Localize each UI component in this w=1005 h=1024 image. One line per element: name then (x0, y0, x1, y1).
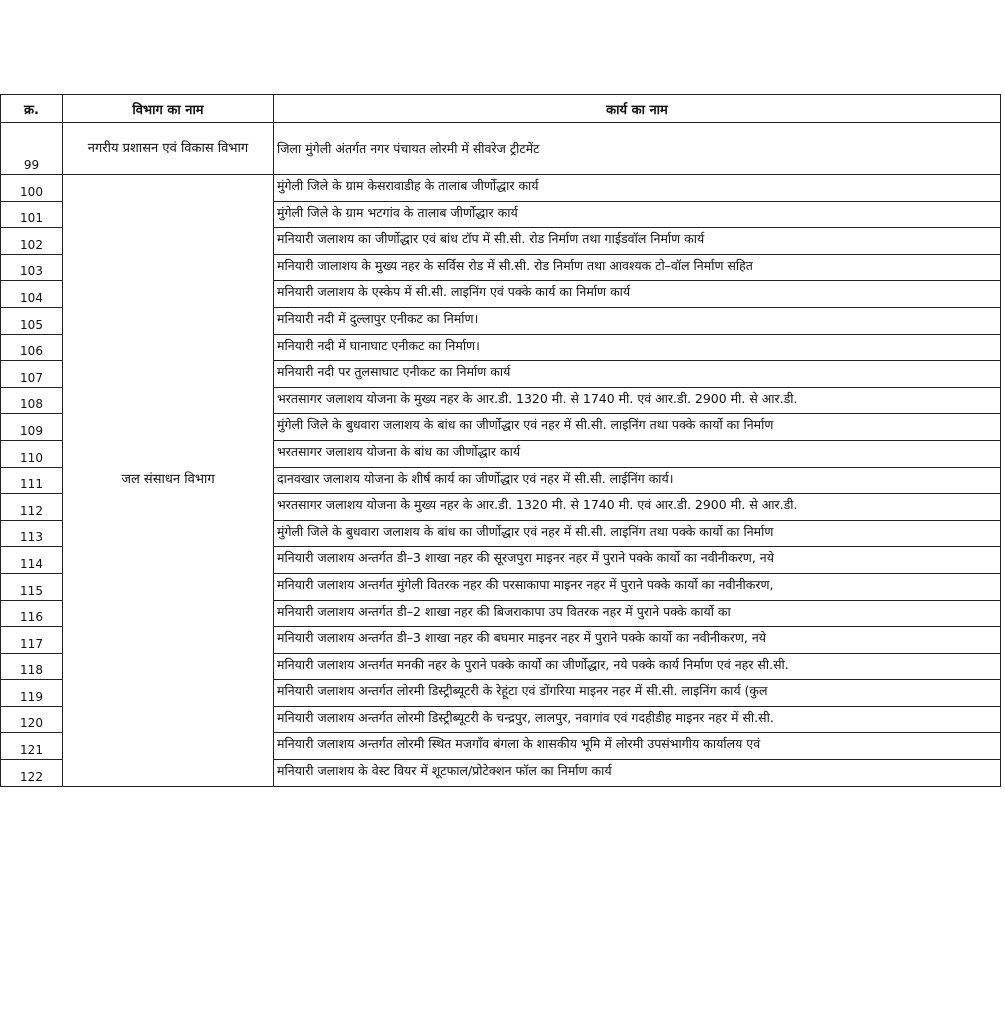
serial-cell: 114 (1, 547, 63, 574)
work-cell: मनियारी जलाशय अन्तर्गत मुंगेली वितरक नहर की परसाकापा माइनर नहर में पुराने पक्के कार्यो का नवीनीकरण, (274, 573, 1001, 600)
work-cell: मनियारी जलाशय का जीर्णोद्धार एवं बांध टॉप में सी.सी. रोड निर्माण तथा गाईडवॉल निर्माण कार्य (274, 228, 1001, 255)
serial-cell: 115 (1, 573, 63, 600)
work-cell: भरतसागर जलाशय योजना के बांध का जीर्णोद्धार कार्य (274, 440, 1001, 467)
works-table (0, 94, 1001, 787)
work-cell: मुंगेली जिले के बुधवारा जलाशय के बांध का जीर्णोद्धार एवं नहर में सी.सी. लाइनिंग तथा पक्के कार्यो का निर्माण (274, 414, 1001, 441)
serial-cell: 109 (1, 414, 63, 441)
table-row (1, 123, 1001, 175)
table-row (1, 175, 1001, 202)
work-cell: जिला मुंगेली अंतर्गत नगर पंचायत लोरमी में सीवरेज ट्रीटमेंट (274, 123, 1001, 175)
serial-cell: 104 (1, 281, 63, 308)
serial-cell: 112 (1, 494, 63, 521)
serial-cell: 99 (1, 123, 63, 175)
work-cell: मनियारी जलाशय अन्तर्गत लोरमी डिस्ट्रीब्यूटरी के रेहूंटा एवं डोंगरिया माइनर नहर में सी.सी. लाइनिंग कार्य (कुल (274, 680, 1001, 707)
serial-cell: 116 (1, 600, 63, 627)
serial-cell: 117 (1, 627, 63, 654)
serial-cell: 103 (1, 254, 63, 281)
serial-cell: 119 (1, 680, 63, 707)
work-cell: मुंगेली जिले के बुधवारा जलाशय के बांध का जीर्णोद्धार एवं नहर में सी.सी. लाइनिंग तथा पक्के कार्यो का निर्माण (274, 520, 1001, 547)
serial-cell: 113 (1, 520, 63, 547)
serial-cell: 121 (1, 733, 63, 760)
work-cell: मनियारी जलाशय अन्तर्गत डी–2 शाखा नहर की बिजराकापा उप वितरक नहर में पुराने पक्के कार्यो का (274, 600, 1001, 627)
serial-cell: 110 (1, 440, 63, 467)
work-cell: मनियारी जलाशय अन्तर्गत लोरमी डिस्ट्रीब्यूटरी के चन्द्रपुर, लालपुर, नवागांव एवं गदहीडीह माइनर नहर में सी.सी. (274, 706, 1001, 733)
serial-cell: 105 (1, 307, 63, 334)
work-cell: मनियारी नदी में घानाघाट एनीकट का निर्माण। (274, 334, 1001, 361)
serial-cell: 102 (1, 228, 63, 255)
department-cell-water: जल संसाधन विभाग (63, 175, 274, 787)
work-cell: मनियारी नदी पर तुलसाघाट एनीकट का निर्माण कार्य (274, 361, 1001, 388)
work-cell: मनियारी जलाशय अन्तर्गत मनकी नहर के पुराने पक्के कार्यो का जीर्णोद्धार, नये पक्के कार्य निर्माण एवं नहर सी.सी. (274, 653, 1001, 680)
serial-cell: 111 (1, 467, 63, 494)
serial-cell: 100 (1, 175, 63, 202)
work-cell: मुंगेली जिले के ग्राम भटगांव के तालाब जीर्णोद्धार कार्य (274, 201, 1001, 228)
work-cell: भरतसागर जलाशय योजना के मुख्य नहर के आर.डी. 1320 मी. से 1740 मी. एवं आर.डी. 2900 मी. से आर.डी. (274, 494, 1001, 521)
serial-cell: 106 (1, 334, 63, 361)
work-cell: मनियारी जलाशय के एस्केप में सी.सी. लाइनिंग एवं पक्के कार्य का निर्माण कार्य (274, 281, 1001, 308)
department-header: विभाग का नाम (63, 95, 274, 123)
work-cell: भरतसागर जलाशय योजना के मुख्य नहर के आर.डी. 1320 मी. से 1740 मी. एवं आर.डी. 2900 मी. से आर.डी. (274, 387, 1001, 414)
serial-header: क्र. (1, 95, 63, 123)
serial-cell: 101 (1, 201, 63, 228)
work-cell: मनियारी जलाशय अन्तर्गत डी–3 शाखा नहर की बघमार माइनर नहर में पुराने पक्के कार्यो का नवीनीकरण, नये (274, 627, 1001, 654)
work-cell: मनियारी जलाशय अन्तर्गत लोरमी स्थित मजगाँव बंगला के शासकीय भूमि में लोरमी उपसंभागीय कार्यालय एवं (274, 733, 1001, 760)
header-row (1, 95, 1001, 123)
work-cell: मनियारी जलाशय अन्तर्गत डी–3 शाखा नहर की सूरजपुरा माइनर नहर में पुराने पक्के कार्यो का नवीनीकरण, नये (274, 547, 1001, 574)
serial-cell: 118 (1, 653, 63, 680)
serial-cell: 108 (1, 387, 63, 414)
work-cell: मनियारी नदी में दुल्लापुर एनीकट का निर्माण। (274, 307, 1001, 334)
work-cell: दानवखार जलाशय योजना के शीर्ष कार्य का जीर्णोद्धार एवं नहर में सी.सी. लाईनिंग कार्य। (274, 467, 1001, 494)
serial-cell: 120 (1, 706, 63, 733)
serial-cell: 107 (1, 361, 63, 388)
work-header: कार्य का नाम (274, 95, 1001, 123)
serial-cell: 122 (1, 760, 63, 787)
work-cell: मनियारी जालाशय के मुख्य नहर के सर्विस रोड में सी.सी. रोड निर्माण तथा आवश्यक टो–वॉल निर्माण सहित (274, 254, 1001, 281)
work-cell: मनियारी जलाशय के वेस्ट वियर में शूटफाल/प्रोटेक्शन फॉल का निर्माण कार्य (274, 760, 1001, 787)
department-cell-urban: नगरीय प्रशासन एवं विकास विभाग (63, 123, 274, 175)
work-cell: मुंगेली जिले के ग्राम केसरावाडीह के तालाब जीर्णोद्धार कार्य (274, 175, 1001, 202)
